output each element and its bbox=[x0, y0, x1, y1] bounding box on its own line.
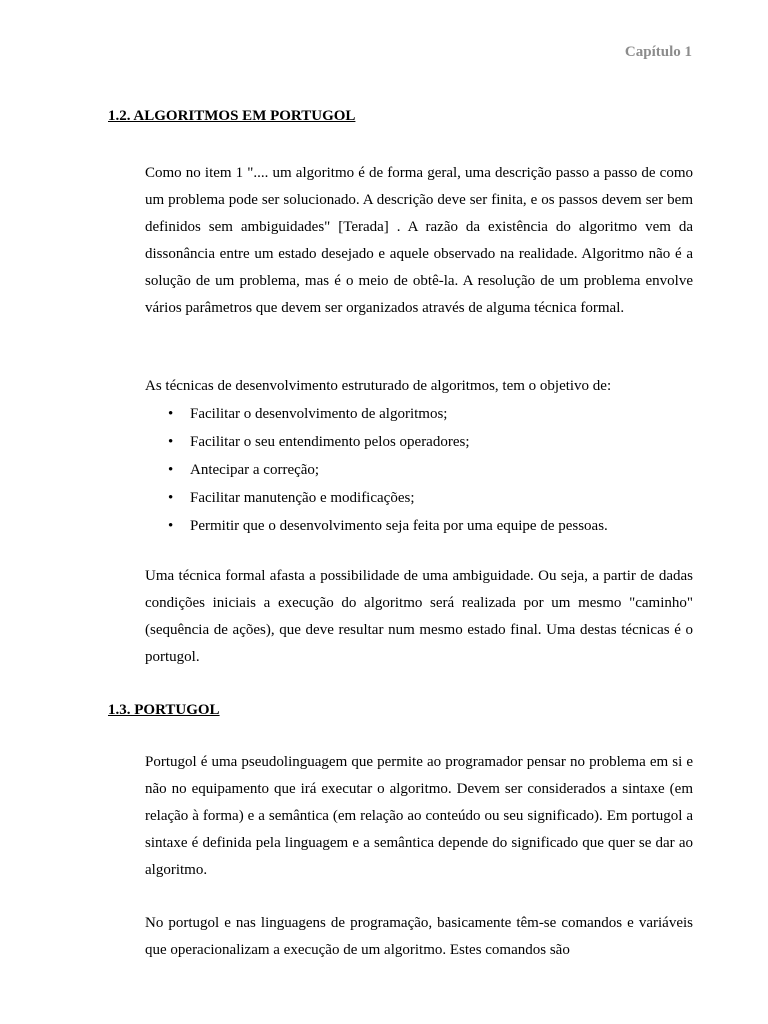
paragraph-formal-technique: Uma técnica formal afasta a possibilidade de uma ambiguidade. Ou seja, a partir de dadas condições iniciais a execução do algoritmo será realizada por um mesmo "caminho" (sequência de ações), que deve resultar num mesmo estado final. Uma destas técnicas é o portugol. bbox=[145, 568, 693, 665]
list-item-text: Facilitar o seu entendimento pelos operadores; bbox=[190, 434, 470, 450]
paragraph-list-intro: As técnicas de desenvolvimento estruturado de algoritmos, tem o objetivo de: bbox=[145, 378, 612, 394]
list-item-text: Antecipar a correção; bbox=[190, 462, 320, 478]
list-item bbox=[145, 484, 693, 512]
bullet-icon: • bbox=[168, 518, 174, 534]
section-heading-portugol: 1.3. PORTUGOL bbox=[108, 702, 220, 718]
bullet-icon: • bbox=[168, 462, 174, 478]
section-heading-algoritmos-em-portugol: 1.2. ALGORITMOS EM PORTUGOL bbox=[108, 108, 356, 124]
list-item bbox=[145, 428, 693, 456]
paragraph-portugol-definition: Portugol é uma pseudolinguagem que permite ao programador pensar no problema em si e não no equipamento que irá executar o algoritmo. Devem ser considerados a sintaxe (em relação à forma) e a semântica (em relação ao conteúdo ou seu significado). Em portugol a sintaxe é definida pela linguagem e a semântica depende do significado que quer se dar ao algoritmo. bbox=[145, 754, 693, 878]
bullet-icon: • bbox=[168, 434, 174, 450]
list-item-text: Permitir que o desenvolvimento seja feita por uma equipe de pessoas. bbox=[190, 518, 608, 534]
list-item-text: Facilitar o desenvolvimento de algoritmos; bbox=[190, 406, 448, 422]
bullet-icon: • bbox=[168, 406, 174, 422]
objectives-list bbox=[145, 400, 693, 540]
list-item bbox=[145, 512, 693, 540]
list-item bbox=[145, 456, 693, 484]
paragraph-commands-variables: No portugol e nas linguagens de programação, basicamente têm-se comandos e variáveis que operacionalizam a execução de um algoritmo. Estes comandos são bbox=[145, 915, 693, 958]
running-header-chapter: Capítulo 1 bbox=[624, 44, 692, 60]
list-item bbox=[145, 400, 693, 428]
bullet-icon: • bbox=[168, 490, 174, 506]
paragraph-algorithm-definition: Como no item 1 ".... um algoritmo é de forma geral, uma descrição passo a passo de como um problema pode ser solucionado. A descrição deve ser finita, e os passos devem ser bem definidos sem ambiguidades" [Terada] . A razão da existência do algoritmo vem da dissonância entre um estado desejado e aquele observado na realidade. Algoritmo não é a solução de um problema, mas é o meio de obtê-la. A resolução de um problema envolve vários parâmetros que devem ser organizados através de alguma técnica formal. bbox=[145, 165, 693, 316]
list-item-text: Facilitar manutenção e modificações; bbox=[190, 490, 415, 506]
